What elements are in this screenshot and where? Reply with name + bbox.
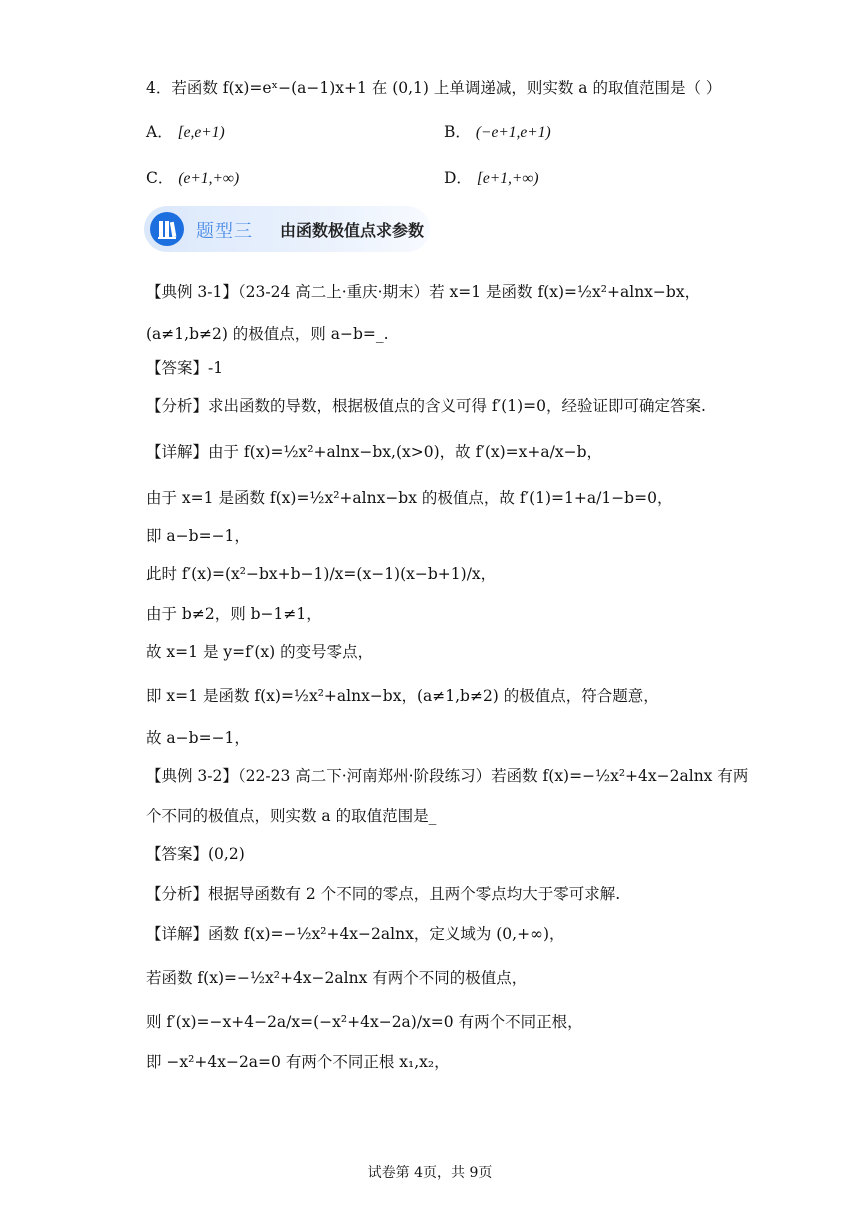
detail-3-2-line-4: 即 −x²+4x−2a=0 有两个不同正根 x₁,x₂， [146, 1053, 450, 1071]
option-d [444, 166, 539, 191]
question-stem: 4．若函数 f(x)=eˣ−(a−1)x+1 在 (0,1) 上单调递减，则实数 a 的取值范围是（ ） [146, 79, 722, 97]
detail-3-1-line-6: 故 x=1 是 y=f′(x) 的变号零点， [146, 643, 374, 661]
page-footer: 试卷第 4页，共 9页 [367, 1165, 493, 1181]
option-c [146, 166, 239, 191]
detail-3-1-line-8: 故 a−b=−1， [146, 729, 250, 747]
books-icon [150, 212, 184, 246]
example-3-2-stem-cont: 个不同的极值点，则实数 a 的取值范围是_ [146, 807, 437, 825]
option-b [444, 120, 551, 145]
analysis-3-2: 【分析】根据导函数有 2 个不同的零点，且两个零点均大于零可求解. [146, 885, 621, 903]
detail-3-1-line-2: 由于 x=1 是函数 f(x)=½x²+alnx−bx 的极值点，故 f′(1)=1+a/1−b=0， [146, 489, 673, 507]
option-a [146, 120, 225, 145]
option-d-text: [e+1,+∞) [476, 170, 539, 187]
option-b-label: B． [444, 123, 471, 141]
option-d-label: D． [444, 169, 472, 187]
detail-3-2-line-2: 若函数 f(x)=−½x²+4x−2alnx 有两个不同的极值点， [146, 969, 528, 987]
detail-3-1-line-1: 【详解】由于 f(x)=½x²+alnx−bx,(x>0)，故 f′(x)=x+a/x−b， [146, 443, 602, 461]
option-c-text: (e+1,+∞) [178, 170, 240, 187]
detail-3-1-line-3: 即 a−b=−1， [146, 527, 250, 545]
detail-3-2-line-3: 则 f′(x)=−x+4−2a/x=(−x²+4x−2a)/x=0 有两个不同正根， [146, 1013, 583, 1031]
answer-3-2: 【答案】(0,2) [146, 845, 245, 863]
example-3-1-stem: 【典例 3-1】（23-24 高二上·重庆·期末）若 x=1 是函数 f(x)=½x²+alnx−bx， [146, 283, 701, 301]
analysis-3-1: 【分析】求出函数的导数，根据极值点的含义可得 f′(1)=0，经验证即可确定答案. [146, 397, 706, 415]
section-banner [144, 206, 430, 252]
answer-3-1: 【答案】-1 [146, 359, 224, 377]
option-a-text: [e,e+1) [177, 124, 225, 141]
detail-3-1-line-7: 即 x=1 是函数 f(x)=½x²+alnx−bx，(a≠1,b≠2) 的极值点，符合题意， [146, 687, 659, 705]
option-b-text: (−e+1,e+1) [475, 124, 551, 141]
example-3-1-stem-cont: (a≠1,b≠2) 的极值点，则 a−b=_. [146, 325, 389, 343]
option-c-label: C． [146, 169, 174, 187]
section-type-label: 题型三 [196, 221, 253, 242]
option-a-label: A． [146, 123, 173, 141]
detail-3-2-line-1: 【详解】函数 f(x)=−½x²+4x−2alnx，定义域为 (0,+∞)， [146, 925, 565, 943]
example-3-2-stem: 【典例 3-2】（22-23 高二下·河南郑州·阶段练习）若函数 f(x)=−½x²+4x−2alnx 有两 [146, 767, 749, 785]
detail-3-1-line-4: 此时 f′(x)=(x²−bx+b−1)/x=(x−1)(x−b+1)/x， [146, 565, 497, 583]
detail-3-1-line-5: 由于 b≠2，则 b−1≠1， [146, 605, 322, 623]
section-title: 由函数极值点求参数 [280, 221, 425, 240]
